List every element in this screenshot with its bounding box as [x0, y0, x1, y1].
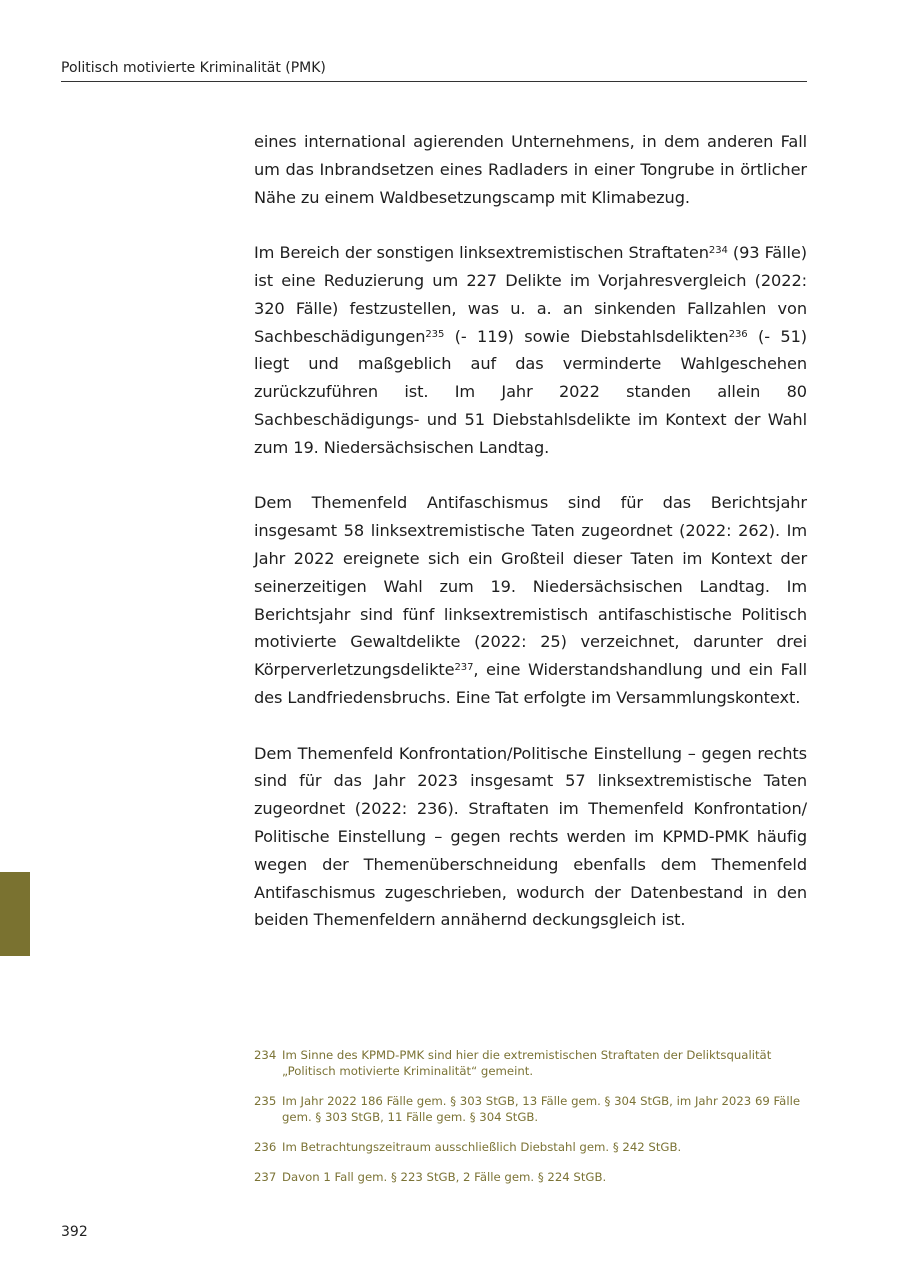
- running-header: [61, 58, 807, 82]
- footnote-text: Im Betrachtungszeitraum ausschließlich Diebstahl gem. § 242 StGB.: [282, 1140, 682, 1154]
- chapter-side-tab: [0, 872, 30, 956]
- paragraph-2-text-2: (93 Fälle) ist eine Reduzierung um 227 Delikte im Vorjahresvergleich (2022: 320 Fälle) festzustellen, was u. a. an sinkenden Fallzahlen von Sachbeschädigungen: [254, 243, 807, 346]
- paragraph-3-text-2: , eine Widerstandshandlung und ein Fall des Landfriedensbruchs. Eine Tat erfolgte im Versammlungskontext.: [254, 660, 807, 707]
- footnote-text: Davon 1 Fall gem. § 223 StGB, 2 Fälle gem. § 224 StGB.: [282, 1170, 607, 1184]
- paragraph-2-text-3: (- 119) sowie Diebstahlsdelikten: [444, 326, 729, 346]
- footnote-text: Im Sinne des KPMD-PMK sind hier die extremistischen Straftaten der Deliktsqualität „Politisch motivierte Kriminalität“ gemeint.: [282, 1048, 772, 1078]
- header-title: Politisch motivierte Kriminalität (PMK): [61, 60, 326, 76]
- footnote-ref-235[interactable]: 235: [425, 328, 445, 340]
- footnote-236: [254, 1139, 807, 1155]
- footnote-ref-234[interactable]: 234: [708, 245, 728, 257]
- footnote-234: [254, 1047, 807, 1079]
- paragraph-1: eines international agierenden Unternehmens, in dem anderen Fall um das Inbrandsetzen eines Radladers in einer Tongrube in örtlicher Nähe zu einem Waldbesetzungscamp mit Klimabezug.: [254, 132, 807, 207]
- footnote-ref-237[interactable]: 237: [454, 662, 474, 674]
- footnote-237: [254, 1169, 807, 1185]
- body-text: [254, 128, 807, 962]
- paragraph-3: [254, 489, 807, 711]
- paragraph-2-text-1: Im Bereich der sonstigen linksextremistischen Straftaten: [254, 243, 709, 263]
- footnote-number: 235: [254, 1094, 277, 1108]
- footnote-text: Im Jahr 2022 186 Fälle gem. § 303 StGB, 13 Fälle gem. § 304 StGB, im Jahr 2023 69 Fälle gem. § 303 StGB, 11 Fälle gem. § 304 StGB.: [282, 1094, 801, 1124]
- footnote-ref-236[interactable]: 236: [728, 328, 748, 340]
- footnote-number: 234: [254, 1048, 277, 1062]
- footnotes: [254, 1047, 807, 1199]
- footnote-number: 237: [254, 1170, 277, 1184]
- paragraph-2-text-4: (- 51) liegt und maßgeblich auf das verminderte Wahlgeschehen zurückzuführen ist. Im Jahr 2022 standen allein 80 Sachbeschädigungs- und 51 Diebstahlsdelikte im Kontext der Wahl zum 19. Niedersächsischen Landtag.: [254, 326, 807, 457]
- paragraph-3-text-1: Dem Themenfeld Antifaschismus sind für das Berichtsjahr insgesamt 58 linksextremistische Taten zugeordnet (2022: 262). Im Jahr 2022 ereignete sich ein Großteil dieser Taten im Kontext der seinerzeitigen Wahl zum 19. Niedersächsischen Landtag. Im Berichtsjahr sind fünf linksextremistisch antifaschistische Politisch motivierte Gewaltdelikte (2022: 25) verzeichnet, darunter drei Körperverletzungsdelikte: [254, 493, 807, 680]
- page-number: 392: [61, 1224, 88, 1240]
- paragraph-4: Dem Themenfeld Konfrontation/Politische Einstellung – gegen rechts sind für das Jahr 2023 insgesamt 57 linksextremistische Taten zugeordnet (2022: 236). Straftaten im Themenfeld Konfrontation/ Politische Einstellung – gegen rechts werden im KPMD-PMK häufig wegen der Themenüberschneidung ebenfalls dem Themenfeld Antifaschismus zugeschrieben, wodurch der Datenbestand in den beiden Themenfeldern annähernd deckungsgleich ist.: [254, 743, 807, 930]
- footnote-235: [254, 1093, 807, 1125]
- paragraph-2: [254, 239, 807, 461]
- footnote-number: 236: [254, 1140, 277, 1154]
